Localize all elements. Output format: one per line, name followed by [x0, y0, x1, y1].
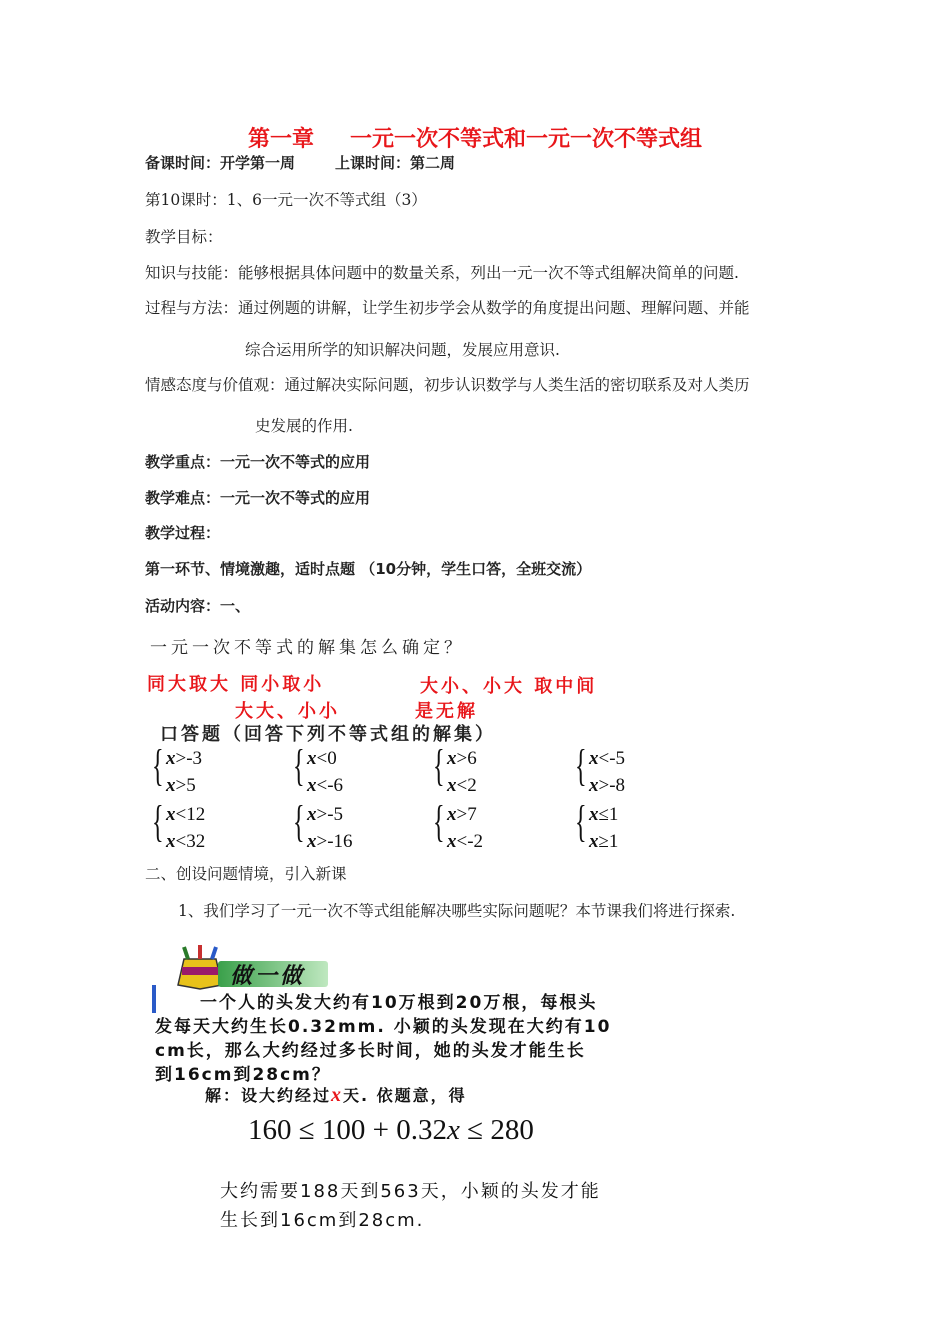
answer-line1: 大约需要188天到563天，小颖的头发才能 — [220, 1181, 601, 1202]
brace-icon: { — [575, 797, 587, 846]
process-heading: 教学过程： — [145, 524, 221, 542]
brace-icon: { — [293, 797, 305, 846]
prep-time: 备课时间：开学第一周 — [145, 154, 296, 172]
goal-process-line2: 综合运用所学的知识解决问题，发展应用意识. — [245, 341, 560, 359]
chapter-number: 第一章 — [247, 127, 314, 152]
stage1-heading: 第一环节、情境激趣，适时点题 （10分钟，学生口答，全班交流） — [145, 560, 592, 578]
schedule-line — [145, 152, 455, 173]
goal-process-line1: 过程与方法：通过例题的讲解，让学生初步学会从数学的角度提出问题、理解问题、并能 — [145, 299, 750, 317]
problem-line2: 发每天大约生长0.32mm. 小颖的头发现在大约有10 — [155, 1017, 612, 1037]
intro-text: 1、我们学习了一元一次不等式组能解决哪些实际问题呢？本节课我们将进行探索. — [178, 902, 736, 920]
oral-question-title: 口答题（回答下列不等式组的解集） — [160, 724, 496, 745]
goal-knowledge: 知识与技能：能够根据具体问题中的数量关系，列出一元一次不等式组解决简单的问题. — [145, 264, 739, 282]
activity-label: 活动内容：一、 — [145, 597, 251, 615]
brace-icon: { — [293, 741, 305, 790]
lesson-line: 第10课时：1、6一元一次不等式组（3） — [145, 191, 427, 209]
brace-icon: { — [152, 797, 164, 846]
goal-emotion-line1: 情感态度与价值观：通过解决实际问题，初步认识数学与人类生活的密切联系及对人类历 — [145, 376, 750, 394]
chapter-name: 一元一次不等式和一元一次不等式组 — [350, 127, 703, 152]
section2-heading: 二、创设问题情境，引入新课 — [145, 865, 347, 883]
goal-emotion-line2: 史发展的作用. — [255, 417, 353, 435]
brace-icon: { — [433, 797, 445, 846]
key-point: 教学重点：一元一次不等式的应用 — [145, 453, 371, 471]
goals-heading: 教学目标： — [145, 228, 223, 246]
class-time: 上课时间：第二周 — [335, 154, 456, 172]
problem-line4: 到16cm到28cm？ — [155, 1065, 331, 1085]
rule-no-solution-cond: 大大、小小 — [235, 701, 340, 722]
brace-icon: { — [433, 741, 445, 790]
answer-line2: 生长到16cm到28cm. — [220, 1210, 425, 1231]
brace-icon: { — [152, 741, 164, 790]
rule-same-direction: 同大取大 同小取小 — [147, 674, 325, 695]
brace-icon: { — [575, 741, 587, 790]
inequality-equation: 160 ≤ 100 + 0.32x ≤ 280 — [248, 1114, 534, 1146]
chapter-title — [0, 122, 950, 153]
rule-no-solution: 是无解 — [415, 701, 478, 722]
problem-line3: cm长，那么大约经过多长时间，她的头发才能生长 — [155, 1041, 586, 1061]
difficulty: 教学难点：一元一次不等式的应用 — [145, 489, 371, 507]
rule-middle: 大小、小大 取中间 — [420, 676, 598, 697]
slide-question: 一元一次不等式的解集怎么确定？ — [150, 638, 465, 658]
solution-line: 解：设大约经过x天. 依题意，得 — [205, 1084, 467, 1106]
problem-line1: 一个人的头发大约有10万根到20万根，每根头 — [200, 993, 598, 1013]
accent-bar — [152, 985, 156, 1013]
banner-text: 做一做 — [230, 964, 306, 989]
